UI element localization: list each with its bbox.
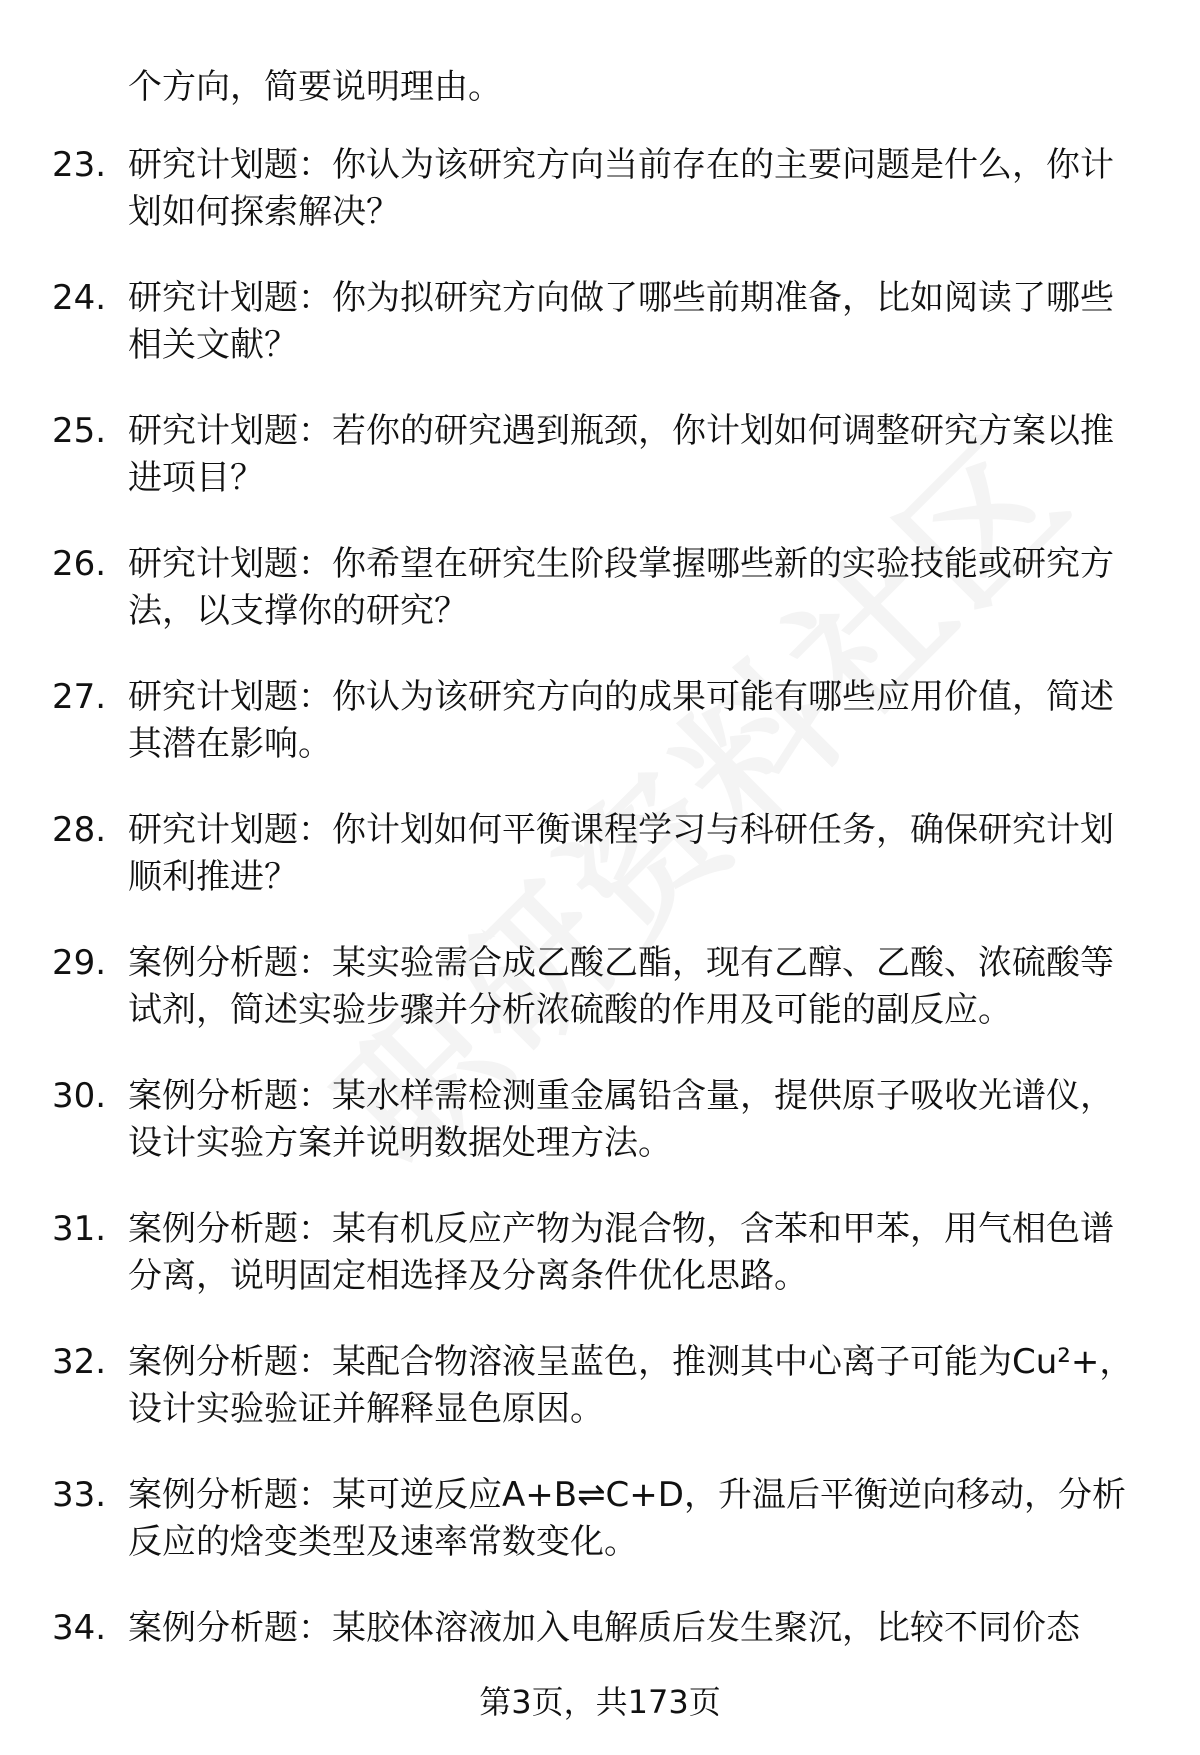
question-item [0, 674, 1200, 807]
question-number: 32. [52, 1342, 107, 1382]
question-text: 案例分析题：某实验需合成乙酸乙酯，现有乙醇、乙酸、浓硫酸等试剂，简述实验步骤并分析浓硫酸的作用及可能的副反应。 [128, 943, 1114, 1030]
question-text: 案例分析题：某胶体溶液加入电解质后发生聚沉，比较不同价态 [128, 1608, 1080, 1648]
question-item [0, 1073, 1200, 1206]
question-number: 28. [52, 810, 107, 850]
question-item [0, 275, 1200, 408]
question-number: 30. [52, 1076, 107, 1116]
question-item [0, 1472, 1200, 1605]
question-text: 案例分析题：某水样需检测重金属铅含量，提供原子吸收光谱仪，设计实验方案并说明数据处理方法。 [128, 1076, 1114, 1163]
question-list [0, 142, 1200, 1738]
question-item [0, 1339, 1200, 1472]
question-text: 研究计划题：若你的研究遇到瓶颈，你计划如何调整研究方案以推进项目？ [128, 411, 1114, 498]
question-number: 27. [52, 677, 107, 717]
question-number: 34. [52, 1608, 107, 1648]
question-text: 研究计划题：你计划如何平衡课程学习与科研任务，确保研究计划顺利推进？ [128, 810, 1114, 897]
question-item [0, 142, 1200, 275]
question-item [0, 408, 1200, 541]
question-item [0, 940, 1200, 1073]
question-number: 33. [52, 1475, 107, 1515]
question-number: 29. [52, 943, 107, 983]
question-text: 研究计划题：你认为该研究方向的成果可能有哪些应用价值，简述其潜在影响。 [128, 677, 1114, 764]
question-item [0, 807, 1200, 940]
question-item [0, 541, 1200, 674]
question-text: 案例分析题：某有机反应产物为混合物，含苯和甲苯，用气相色谱分离，说明固定相选择及分离条件优化思路。 [128, 1209, 1114, 1296]
question-item [0, 1206, 1200, 1339]
question-number: 26. [52, 544, 107, 584]
question-number: 24. [52, 278, 107, 318]
question-text: 研究计划题：你希望在研究生阶段掌握哪些新的实验技能或研究方法，以支撑你的研究？ [128, 544, 1114, 631]
question-text: 研究计划题：你认为该研究方向当前存在的主要问题是什么，你计划如何探索解决？ [128, 145, 1114, 232]
question-number: 31. [52, 1209, 107, 1249]
question-number: 23. [52, 145, 107, 185]
continuation-text: 个方向，简要说明理由。 [128, 67, 502, 107]
question-text: 案例分析题：某配合物溶液呈蓝色，推测其中心离子可能为Cu²+，设计实验验证并解释显色原因。 [128, 1342, 1134, 1429]
page-footer: 第3页，共173页 [479, 1683, 721, 1721]
question-number: 25. [52, 411, 107, 451]
question-text: 研究计划题：你为拟研究方向做了哪些前期准备，比如阅读了哪些相关文献？ [128, 278, 1114, 365]
question-text: 案例分析题：某可逆反应A+B⇌C+D，升温后平衡逆向移动，分析反应的焓变类型及速率常数变化。 [128, 1475, 1126, 1562]
